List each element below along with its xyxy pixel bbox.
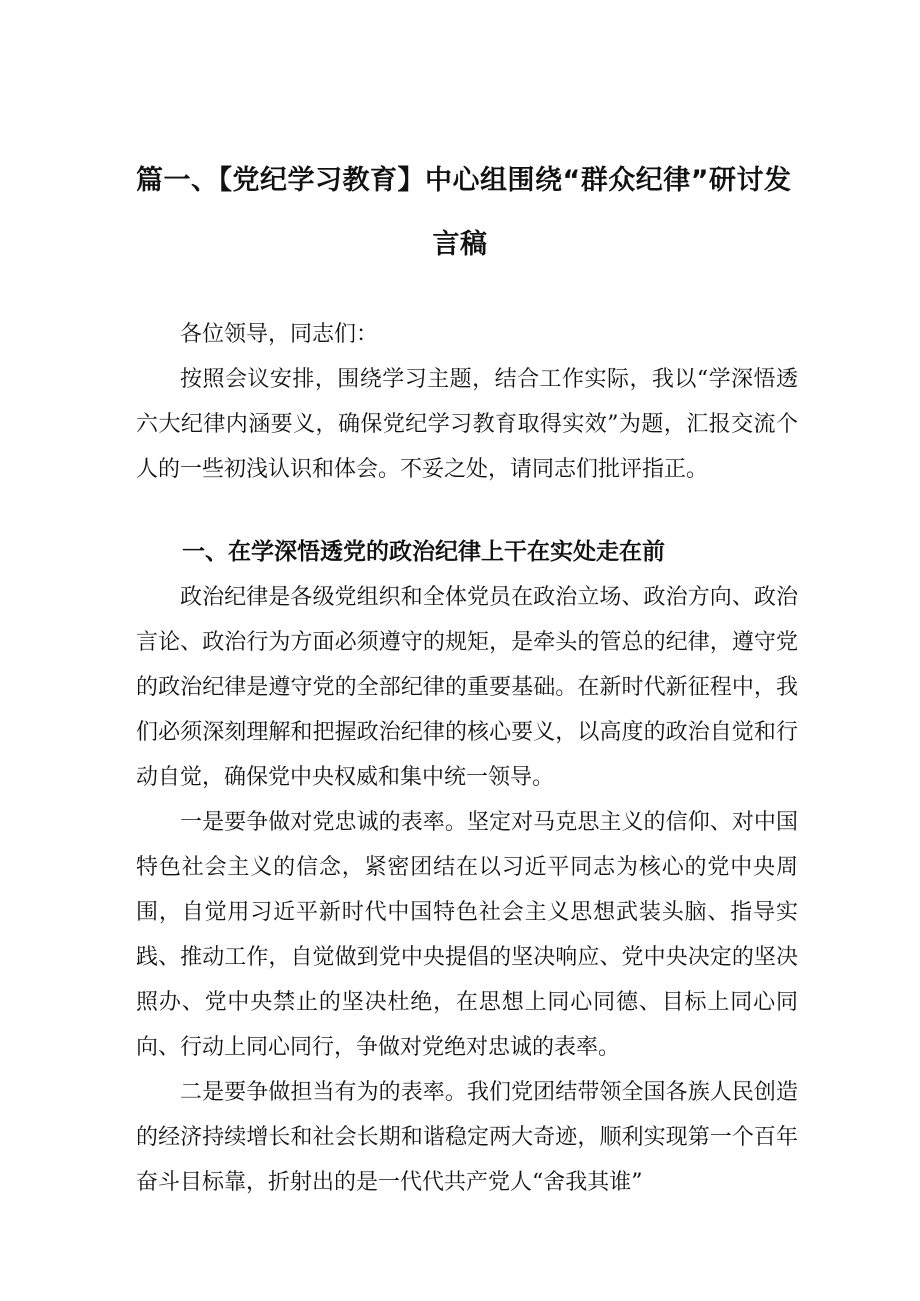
section-1-heading: 一、在学深悟透党的政治纪律上干在实处走在前 bbox=[182, 539, 665, 565]
section-1-paragraph-3: 二是要争做担当有为的表率。我们党团结带领全国各族人民创造的经济持续增长和社会长期和谐稳定两大奇迹，顺利实现第一个百年奋斗目标靠，折射出的是一代代共产党人“舍我其谁” bbox=[136, 1080, 798, 1195]
document-title-line-2: 言稿 bbox=[432, 229, 488, 260]
intro-paragraph: 按照会议安排，围绕学习主题，结合工作实际，我以“学深悟透六大纪律内涵要义，确保党纪学习教育取得实效”为题，汇报交流个人的一些初浅认识和体会。不妥之处，请同志们批评指正。 bbox=[136, 367, 798, 482]
salutation: 各位领导，同志们： bbox=[180, 322, 379, 347]
section-1-paragraph-1: 政治纪律是各级党组织和全体党员在政治立场、政治方向、政治言论、政治行为方面必须遵守的规矩，是牵头的管总的纪律，遵守党的政治纪律是遵守党的全部纪律的重要基础。在新时代新征程中，我们必须深刻理解和把握政治纪律的核心要义，以高度的政治自觉和行动自觉，确保党中央权威和集中统一领导。 bbox=[136, 585, 798, 790]
section-1-paragraph-2: 一是要争做对党忠诚的表率。坚定对马克思主义的信仰、对中国特色社会主义的信念，紧密团结在以习近平同志为核心的党中央周围，自觉用习近平新时代中国特色社会主义思想武装头脑、指导实践、推动工作，自觉做到党中央提倡的坚决响应、党中央决定的坚决照办、党中央禁止的坚决杜绝，在思想上同心同德、目标上同心同向、行动上同心同行，争做对党绝对忠诚的表率。 bbox=[136, 810, 798, 1060]
document-title-line-1: 篇一、【党纪学习教育】中心组围绕“群众纪律”研讨发 bbox=[136, 165, 792, 196]
